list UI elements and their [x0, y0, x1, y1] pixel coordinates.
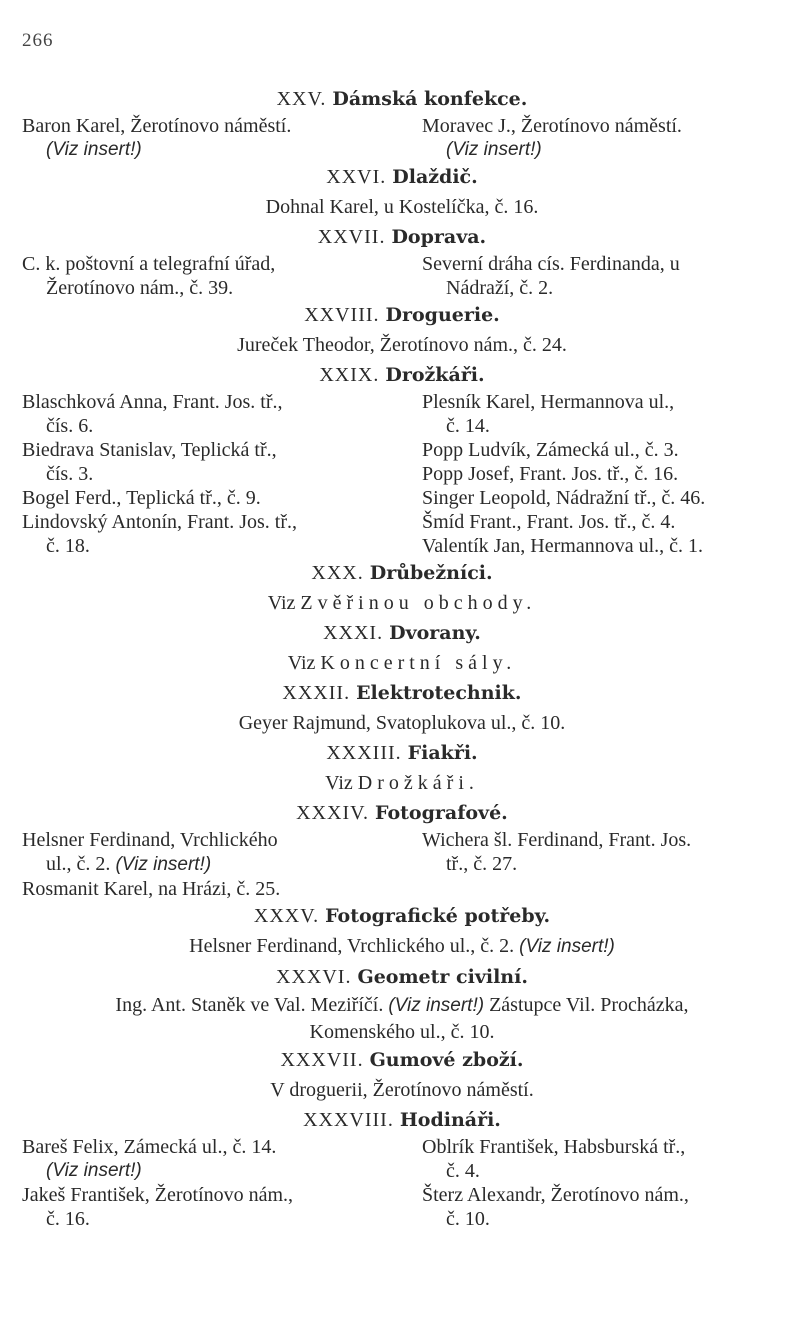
list-item-continuation: č. 4. [446, 1160, 480, 1182]
list-item: Blaschková Anna, Frant. Jos. tř., [22, 391, 283, 413]
section-number: XXXV. [253, 905, 320, 927]
address: ul., č. 2. [46, 853, 111, 875]
section-title: Fiakři. [407, 742, 478, 764]
list-item-continuation: čís. 3. [46, 463, 94, 485]
section-title: Hodináři. [399, 1109, 501, 1131]
section-number: XXX. [311, 562, 364, 584]
section-heading [22, 798, 782, 828]
right-column [422, 1135, 782, 1231]
entry-text: Komenského ul., č. 10. [309, 1021, 495, 1043]
directory-page [22, 84, 782, 1231]
page-number: 266 [22, 30, 54, 51]
list-item: Šmíd Frant., Frant. Jos. tř., č. 4. [422, 511, 676, 533]
entry-text: Ing. Ant. Staněk ve Val. Meziříčí. [115, 994, 384, 1016]
list-item-continuation: tř., č. 27. [446, 853, 518, 875]
list-item: Popp Ludvík, Zámecká ul., č. 3. [422, 439, 679, 461]
section-heading [22, 962, 782, 992]
list-item: Bogel Ferd., Teplická tř., č. 9. [22, 487, 261, 509]
section-number: XXXII. [282, 682, 351, 704]
right-column [422, 252, 782, 300]
entry-text: Zástupce Vil. Procházka, [489, 994, 689, 1016]
section-number: XXXIII. [326, 742, 402, 764]
reference-target: Drožkáři. [357, 772, 479, 794]
section-title: Fotografické potřeby. [325, 905, 551, 927]
section-heading [22, 558, 782, 588]
list-item: Plesník Karel, Hermannova ul., [422, 391, 675, 413]
right-column [422, 114, 782, 162]
list-item: Rosmanit Karel, na Hrázi, č. 25. [22, 878, 281, 900]
list-item: C. k. poštovní a telegrafní úřad, [22, 253, 276, 275]
two-column-list [22, 114, 782, 162]
viz-label: Viz [287, 652, 316, 674]
two-column-list [22, 1135, 782, 1231]
insert-note: (Viz insert!) [46, 139, 142, 160]
section-heading [22, 1045, 782, 1075]
section-number: XXV. [276, 88, 327, 110]
viz-label: Viz [325, 772, 353, 794]
insert-note: (Viz insert!) [115, 854, 212, 875]
list-item-continuation: č. 14. [446, 415, 490, 437]
section-number: XXXVIII. [303, 1109, 394, 1131]
list-item: Popp Josef, Frant. Jos. tř., č. 16. [422, 463, 679, 485]
section-number: XXXVII. [280, 1049, 364, 1071]
viz-label: Viz [267, 592, 296, 614]
section-heading [22, 300, 782, 330]
list-item: V droguerii, Žerotínovo náměstí. [270, 1079, 534, 1101]
two-column-list [22, 390, 782, 558]
reference-target: Koncertní sály. [320, 652, 517, 674]
cross-reference [22, 588, 782, 618]
insert-note: (Viz insert!) [519, 936, 615, 957]
right-column [422, 390, 782, 558]
section-number: XXVIII. [304, 304, 380, 326]
section-heading [22, 678, 782, 708]
section-number: XXXVI. [276, 966, 352, 988]
section-number: XXVII. [317, 226, 386, 248]
list-item: Baron Karel, Žerotínovo náměstí. [22, 115, 292, 137]
list-item [22, 931, 782, 962]
cross-reference [22, 768, 782, 798]
left-column [22, 828, 382, 901]
section-number: XXVI. [326, 166, 387, 188]
section-heading [22, 1105, 782, 1135]
section-title: Drůbežníci. [369, 562, 493, 584]
list-item: Dohnal Karel, u Kostelíčka, č. 16. [265, 196, 539, 218]
insert-note: (Viz insert!) [388, 995, 485, 1016]
section-heading [22, 84, 782, 114]
list-item: Helsner Ferdinand, Vrchlického [22, 829, 278, 851]
section-heading [22, 618, 782, 648]
section-title: Doprava. [391, 226, 487, 248]
section-title: Geometr civilní. [357, 966, 528, 988]
section-heading [22, 901, 782, 931]
right-column [422, 828, 782, 901]
section-title: Droguerie. [385, 304, 500, 326]
section-title: Dvorany. [389, 622, 481, 644]
section-heading [22, 738, 782, 768]
list-item: Severní dráha cís. Ferdinanda, u [422, 253, 680, 275]
section-number: XXIX. [319, 364, 380, 386]
list-item: Jureček Theodor, Žerotínovo nám., č. 24. [237, 334, 567, 356]
section-number: XXXI. [323, 622, 384, 644]
section-title: Gumové zboží. [369, 1049, 524, 1071]
insert-note: (Viz insert!) [46, 1160, 142, 1181]
reference-target: Zvěřinou obchody. [300, 592, 537, 614]
list-item-continuation: č. 16. [46, 1208, 90, 1230]
list-item: Valentík Jan, Hermannova ul., č. 1. [422, 535, 704, 557]
list-item: Šterz Alexandr, Žerotínovo nám., [422, 1184, 689, 1206]
list-item: Bareš Felix, Zámecká ul., č. 14. [22, 1136, 277, 1158]
section-title: Drožkáři. [385, 364, 485, 386]
section-heading [22, 222, 782, 252]
list-item-continuation: čís. 6. [46, 415, 94, 437]
left-column [22, 390, 382, 558]
list-item: Moravec J., Žerotínovo náměstí. [422, 115, 682, 137]
two-column-list [22, 828, 782, 901]
left-column [22, 1135, 382, 1231]
section-heading [22, 162, 782, 192]
left-column [22, 252, 382, 300]
list-item: Lindovský Antonín, Frant. Jos. tř., [22, 511, 298, 533]
list-item-continuation [22, 852, 382, 877]
section-title: Fotografové. [375, 802, 508, 824]
section-title: Dlaždič. [392, 166, 478, 188]
list-item-continuation: č. 10. [446, 1208, 490, 1230]
left-column [22, 114, 382, 162]
list-item-continuation: Nádraží, č. 2. [446, 277, 554, 299]
list-item: Jakeš František, Žerotínovo nám., [22, 1184, 294, 1206]
entry-text: Helsner Ferdinand, Vrchlického ul., č. 2. [189, 935, 515, 957]
list-item-continuation: Žerotínovo nám., č. 39. [46, 277, 234, 299]
section-title: Dámská konfekce. [332, 88, 528, 110]
list-item: Biedrava Stanislav, Teplická tř., [22, 439, 277, 461]
list-item-continuation: č. 18. [46, 535, 90, 557]
two-column-list [22, 252, 782, 300]
section-title: Elektrotechnik. [356, 682, 522, 704]
list-item: Wichera šl. Ferdinand, Frant. Jos. [422, 829, 692, 851]
section-number: XXXIV. [296, 802, 370, 824]
section-heading [22, 360, 782, 390]
list-item: Oblrík František, Habsburská tř., [422, 1136, 686, 1158]
list-item: Geyer Rajmund, Svatoplukova ul., č. 10. [238, 712, 566, 734]
list-item: Singer Leopold, Nádražní tř., č. 46. [422, 487, 706, 509]
list-item [22, 992, 782, 1045]
insert-note: (Viz insert!) [446, 139, 542, 160]
cross-reference [22, 648, 782, 678]
